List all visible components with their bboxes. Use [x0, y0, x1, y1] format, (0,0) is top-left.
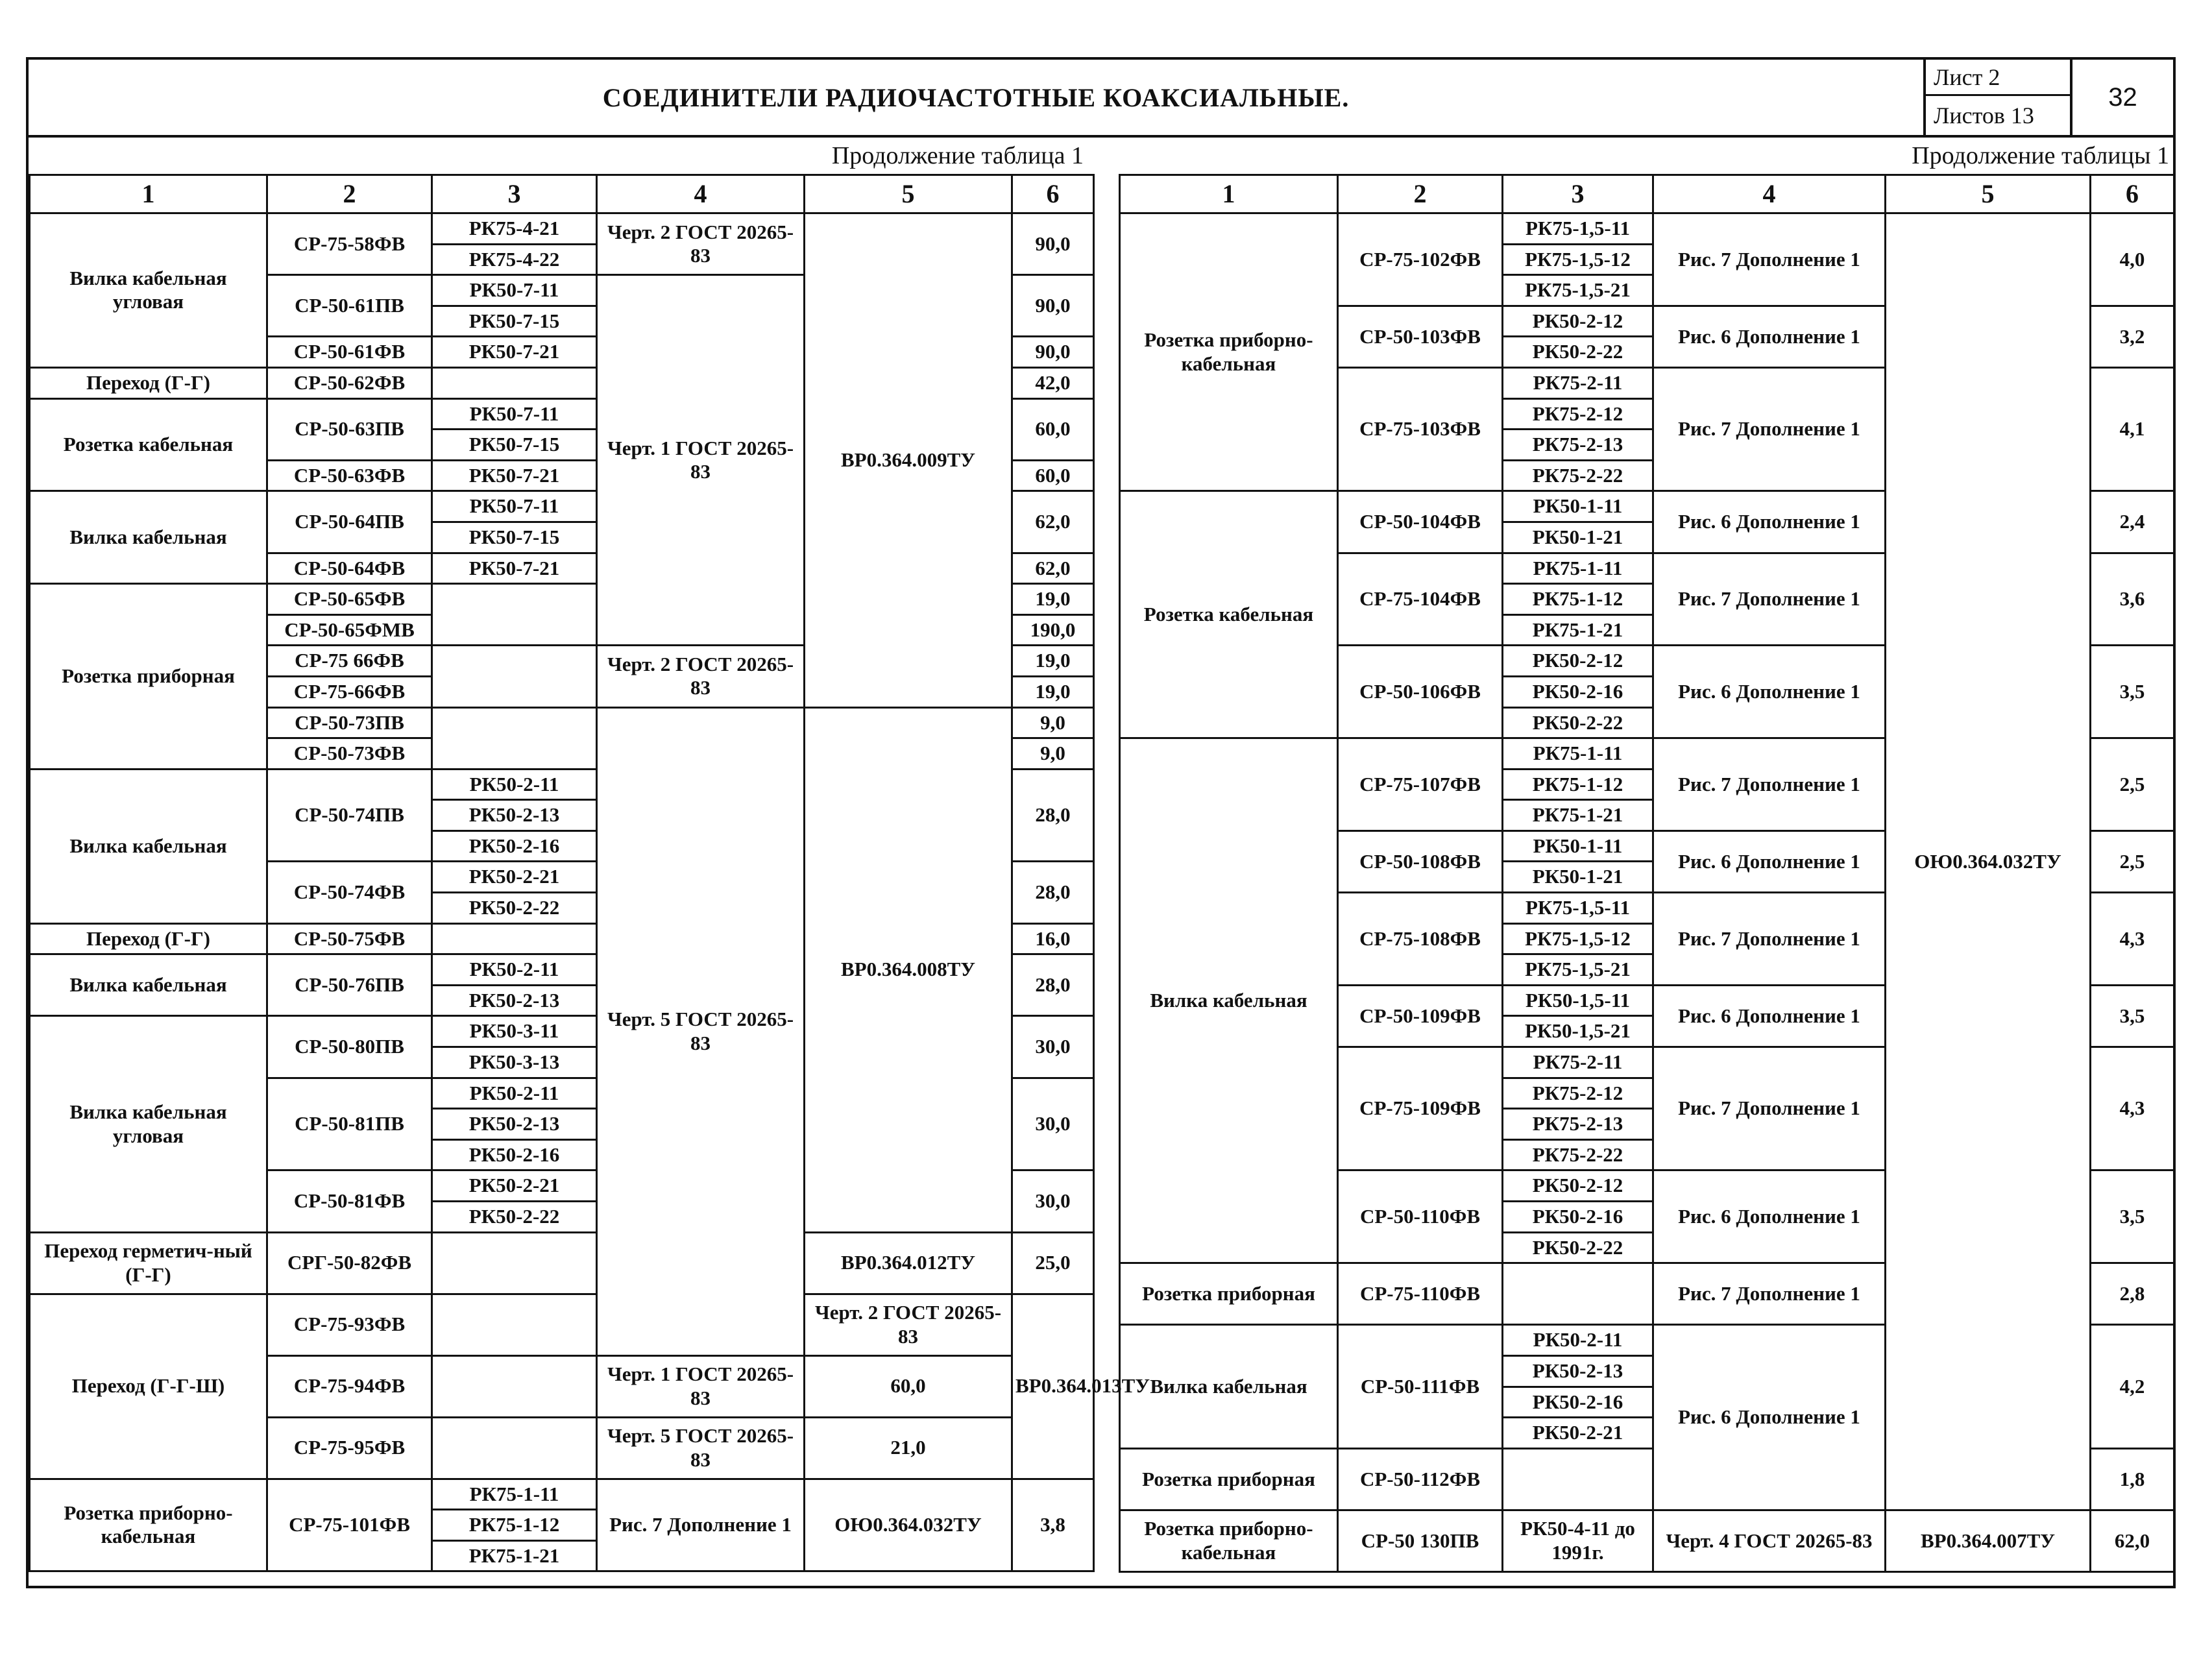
connector-type: СР-75 66ФВ	[267, 646, 432, 677]
weight: 28,0	[1012, 954, 1094, 1016]
table-row	[30, 213, 1094, 245]
sheet-info	[1923, 60, 2070, 135]
connector-name: Розетка кабельная	[30, 398, 267, 491]
weight: 21,0	[805, 1417, 1012, 1479]
connectors-table-left	[29, 174, 1150, 1572]
weight: 60,0	[1012, 460, 1094, 491]
connector-type: СР-50-61ПВ	[267, 275, 432, 337]
continuation-label-left: Продолжение таблица 1	[831, 142, 1084, 169]
spec-ref: ВР0.364.009ТУ	[805, 213, 1012, 708]
weight: 30,0	[1012, 1170, 1094, 1232]
connector-type: СР-50 130ПВ	[1338, 1510, 1503, 1571]
table-header-row	[30, 175, 1094, 213]
connector-name: Переход (Г-Г)	[30, 367, 267, 398]
drawing-ref: Черт. 5 ГОСТ 20265-83	[597, 1417, 805, 1479]
cable-mark: РК75-1,5-12	[1503, 923, 1653, 954]
connector-name: Переход герметич-ный (Г-Г)	[30, 1232, 267, 1294]
cable-mark: РК75-1-12	[1503, 584, 1653, 615]
weight: 90,0	[1012, 275, 1094, 337]
table-row	[1120, 213, 2174, 245]
cable-mark: РК50-1-21	[1503, 522, 1653, 553]
connector-type: СР-50-65ФМВ	[267, 614, 432, 646]
weight: 2,5	[2091, 738, 2174, 831]
connector-type: СР-75-109ФВ	[1338, 1047, 1503, 1170]
drawing-ref: Черт. 1 ГОСТ 20265-83	[597, 275, 805, 646]
weight: 4,1	[2091, 367, 2174, 491]
connector-name: Розетка приборно-кабельная	[1120, 213, 1338, 491]
weight: 25,0	[1012, 1232, 1094, 1294]
cable-mark: РК75-1,5-11	[1503, 893, 1653, 924]
column-header: 5	[805, 175, 1012, 213]
sheet-label: Лист 2	[1926, 60, 2070, 96]
cable-mark: РК75-1,5-11	[1503, 213, 1653, 245]
drawing-ref: Черт. 1 ГОСТ 20265-83	[597, 1355, 805, 1417]
connector-type: СР-75-94ФВ	[267, 1355, 432, 1417]
connector-type: СР-50-111ФВ	[1338, 1325, 1503, 1448]
drawing-ref: Рис. 7 Дополнение 1	[1653, 1047, 1886, 1170]
connector-name: Вилка кабельная угловая	[30, 1016, 267, 1232]
connector-type: СР-75-102ФВ	[1338, 213, 1503, 306]
cable-mark: РК50-1-11	[1503, 491, 1653, 522]
weight: 19,0	[1012, 646, 1094, 677]
connector-name: Розетка приборно-кабельная	[1120, 1510, 1338, 1571]
weight: 4,0	[2091, 213, 2174, 306]
cable-mark: РК75-1,5-21	[1503, 954, 1653, 986]
weight: 9,0	[1012, 707, 1094, 738]
cable-mark	[432, 646, 597, 707]
weight: 4,3	[2091, 1047, 2174, 1170]
cable-mark: РК50-1-21	[1503, 862, 1653, 893]
column-header: 6	[2091, 175, 2174, 213]
column-header: 6	[1012, 175, 1094, 213]
weight: 62,0	[1012, 553, 1094, 584]
drawing-ref: Рис. 6 Дополнение 1	[1653, 830, 1886, 892]
cable-mark: РК75-2-22	[1503, 460, 1653, 491]
cable-mark	[432, 707, 597, 769]
cable-mark: РК50-2-12	[1503, 1170, 1653, 1202]
cable-mark	[432, 1232, 597, 1294]
spec-ref: ВР0.364.013ТУ	[1012, 1294, 1094, 1479]
connector-type: СР-50-112ФВ	[1338, 1448, 1503, 1510]
connector-type: СР-75-107ФВ	[1338, 738, 1503, 831]
weight: 19,0	[1012, 676, 1094, 707]
cable-mark	[1503, 1448, 1653, 1510]
weight: 60,0	[805, 1355, 1012, 1417]
connector-name: Розетка приборная	[1120, 1448, 1338, 1510]
connector-name: Вилка кабельная	[1120, 738, 1338, 1263]
connector-type: СР-75-104ФВ	[1338, 553, 1503, 646]
cable-mark: РК75-1-11	[1503, 738, 1653, 770]
connector-name: Вилка кабельная	[1120, 1325, 1338, 1448]
cable-mark: РК50-7-15	[432, 430, 597, 461]
connector-name: Вилка кабельная	[30, 491, 267, 584]
cable-mark	[432, 584, 597, 646]
drawing-ref: Рис. 7 Дополнение 1	[1653, 367, 1886, 491]
cable-mark: РК50-2-22	[1503, 1232, 1653, 1263]
cable-mark: РК50-2-13	[432, 985, 597, 1016]
cable-mark: РК50-3-13	[432, 1047, 597, 1078]
connector-name: Розетка приборно-кабельная	[30, 1479, 267, 1571]
weight: 19,0	[1012, 584, 1094, 615]
cable-mark: РК50-7-11	[432, 491, 597, 522]
spec-ref: ВР0.364.007ТУ	[1886, 1510, 2091, 1571]
cable-mark	[432, 367, 597, 398]
weight: 4,3	[2091, 893, 2174, 986]
drawing-ref: Рис. 7 Дополнение 1	[597, 1479, 805, 1571]
column-header: 1	[1120, 175, 1338, 213]
cable-mark: РК50-2-21	[1503, 1418, 1653, 1449]
cable-mark	[432, 1417, 597, 1479]
weight: 3,5	[2091, 985, 2174, 1047]
weight: 28,0	[1012, 862, 1094, 923]
drawing-ref: Рис. 7 Дополнение 1	[1653, 893, 1886, 986]
connector-type: СР-75-101ФВ	[267, 1479, 432, 1571]
connector-type: СР-50-76ПВ	[267, 954, 432, 1016]
drawing-ref: Черт. 4 ГОСТ 20265-83	[1653, 1510, 1886, 1571]
weight: 28,0	[1012, 769, 1094, 862]
connector-type: СР-75-95ФВ	[267, 1417, 432, 1479]
table-row	[30, 1232, 1094, 1294]
cable-mark: РК50-2-12	[1503, 306, 1653, 337]
cable-mark: РК75-1-21	[432, 1540, 597, 1571]
cable-mark: РК50-2-21	[432, 1170, 597, 1202]
weight: 190,0	[1012, 614, 1094, 646]
cable-mark: РК50-7-21	[432, 553, 597, 584]
column-header: 4	[1653, 175, 1886, 213]
connector-type: СР-50-109ФВ	[1338, 985, 1503, 1047]
cable-mark: РК50-4-11 до 1991г.	[1503, 1510, 1653, 1571]
drawing-ref: Черт. 2 ГОСТ 20265-83	[805, 1294, 1012, 1355]
connector-type: СР-75-58ФВ	[267, 213, 432, 275]
connector-type: СР-50-61ФВ	[267, 337, 432, 368]
connector-name: Розетка кабельная	[1120, 491, 1338, 738]
connector-type: СР-50-108ФВ	[1338, 830, 1503, 892]
cable-mark: РК50-3-11	[432, 1016, 597, 1047]
cable-mark: РК75-1-12	[1503, 769, 1653, 800]
connector-type: СР-50-74ПВ	[267, 769, 432, 862]
cable-mark: РК75-2-22	[1503, 1139, 1653, 1170]
cable-mark: РК50-1,5-11	[1503, 985, 1653, 1016]
weight: 60,0	[1012, 398, 1094, 460]
cable-mark: РК50-7-11	[432, 398, 597, 430]
cable-mark	[1503, 1263, 1653, 1325]
cable-mark: РК75-2-12	[1503, 398, 1653, 430]
cable-mark: РК50-2-22	[432, 1202, 597, 1233]
table-row	[30, 1479, 1094, 1510]
cable-mark: РК75-1-11	[1503, 553, 1653, 584]
sheets-count-label: Листов 13	[1934, 103, 2034, 128]
cable-mark: РК50-2-16	[432, 1139, 597, 1170]
connector-type: СР-50-74ФВ	[267, 862, 432, 923]
weight: 2,8	[2091, 1263, 2174, 1325]
connector-type: СР-75-93ФВ	[267, 1294, 432, 1355]
drawing-ref: Рис. 6 Дополнение 1	[1653, 985, 1886, 1047]
connector-type: СР-50-65ФВ	[267, 584, 432, 615]
weight: 16,0	[1012, 923, 1094, 954]
cable-mark: РК75-4-21	[432, 213, 597, 245]
column-header: 4	[597, 175, 805, 213]
connector-type: СР-50-80ПВ	[267, 1016, 432, 1078]
cable-mark: РК75-1-12	[432, 1510, 597, 1541]
connector-type: СР-50-63ФВ	[267, 460, 432, 491]
drawing-ref: Рис. 6 Дополнение 1	[1653, 1170, 1886, 1263]
cable-mark: РК75-1-21	[1503, 800, 1653, 831]
continuation-label-right: Продолжение таблицы 1	[1912, 142, 2169, 169]
cable-mark: РК50-1,5-21	[1503, 1016, 1653, 1047]
column-header: 2	[267, 175, 432, 213]
cable-mark: РК50-2-22	[1503, 707, 1653, 738]
weight: 9,0	[1012, 738, 1094, 770]
connector-type: СР-50-63ПВ	[267, 398, 432, 460]
connector-type: СР-50-104ФВ	[1338, 491, 1503, 553]
document-title: СОЕДИНИТЕЛИ РАДИОЧАСТОТНЫЕ КОАКСИАЛЬНЫЕ.	[602, 82, 1350, 112]
cable-mark: РК75-2-11	[1503, 1047, 1653, 1078]
column-header: 3	[432, 175, 597, 213]
cable-mark	[432, 923, 597, 954]
drawing-ref: Черт. 2 ГОСТ 20265-83	[597, 213, 805, 275]
weight: 30,0	[1012, 1078, 1094, 1170]
connector-type: СР-50-64ФВ	[267, 553, 432, 584]
column-header: 1	[30, 175, 267, 213]
weight: 2,5	[2091, 830, 2174, 892]
connector-type: СР-50-64ПВ	[267, 491, 432, 553]
connector-name: Переход (Г-Г)	[30, 923, 267, 954]
cable-mark: РК50-2-11	[1503, 1325, 1653, 1356]
weight: 1,8	[2091, 1448, 2174, 1510]
cable-mark: РК50-2-13	[432, 800, 597, 831]
connector-type: СР-75-66ФВ	[267, 676, 432, 707]
cable-mark: РК75-2-12	[1503, 1078, 1653, 1109]
cable-mark: РК50-2-11	[432, 954, 597, 986]
weight: 3,5	[2091, 1170, 2174, 1263]
connector-type: СР-50-103ФВ	[1338, 306, 1503, 367]
weight: 3,8	[1012, 1479, 1094, 1571]
connector-name: Вилка кабельная	[30, 954, 267, 1016]
page-number: 32	[2070, 60, 2173, 135]
cable-mark: РК50-2-22	[1503, 337, 1653, 368]
cable-mark: РК50-2-11	[432, 1078, 597, 1109]
connector-name: Розетка приборная	[30, 584, 267, 770]
cable-mark: РК75-2-13	[1503, 430, 1653, 461]
cable-mark: РК50-2-12	[1503, 646, 1653, 677]
cable-mark: РК50-2-11	[432, 769, 597, 800]
spec-ref: ОЮ0.364.032ТУ	[1886, 213, 2091, 1510]
cable-mark: РК50-7-15	[432, 522, 597, 553]
connector-type: СР-75-110ФВ	[1338, 1263, 1503, 1325]
connector-type: СР-50-73ФВ	[267, 738, 432, 770]
spec-ref: ОЮ0.364.032ТУ	[805, 1479, 1012, 1571]
weight: 62,0	[2091, 1510, 2174, 1571]
drawing-ref: Рис. 7 Дополнение 1	[1653, 1263, 1886, 1325]
cable-mark: РК50-1-11	[1503, 830, 1653, 862]
cable-mark: РК50-7-15	[432, 306, 597, 337]
cable-mark: РК75-1-11	[432, 1479, 597, 1510]
connector-type: СР-50-73ПВ	[267, 707, 432, 738]
drawing-ref: Черт. 5 ГОСТ 20265-83	[597, 707, 805, 1355]
document-header	[29, 60, 2173, 138]
connector-type: СР-50-75ФВ	[267, 923, 432, 954]
cable-mark: РК50-2-16	[432, 830, 597, 862]
cable-mark: РК50-2-22	[432, 893, 597, 924]
cable-mark: РК75-2-13	[1503, 1109, 1653, 1140]
connector-type: СРГ-50-82ФВ	[267, 1232, 432, 1294]
connector-name: Вилка кабельная	[30, 769, 267, 923]
connector-name: Розетка приборная	[1120, 1263, 1338, 1325]
cable-mark: РК50-7-11	[432, 275, 597, 306]
drawing-ref: Рис. 7 Дополнение 1	[1653, 553, 1886, 646]
table-row	[1120, 1510, 2174, 1571]
weight: 30,0	[1012, 1016, 1094, 1078]
drawing-ref: Рис. 6 Дополнение 1	[1653, 306, 1886, 367]
drawing-ref: Рис. 6 Дополнение 1	[1653, 1325, 1886, 1510]
cable-mark: РК50-2-21	[432, 862, 597, 893]
weight: 3,2	[2091, 306, 2174, 367]
connector-type: СР-50-110ФВ	[1338, 1170, 1503, 1263]
connector-type: СР-50-81ПВ	[267, 1078, 432, 1170]
drawing-ref: Рис. 6 Дополнение 1	[1653, 491, 1886, 553]
drawing-ref: Черт. 2 ГОСТ 20265-83	[597, 646, 805, 707]
weight: 3,5	[2091, 646, 2174, 738]
column-header: 2	[1338, 175, 1503, 213]
cable-mark	[432, 1294, 597, 1355]
cable-mark: РК75-1,5-12	[1503, 244, 1653, 275]
cable-mark: РК50-7-21	[432, 337, 597, 368]
weight: 4,2	[2091, 1325, 2174, 1448]
connectors-table-right	[1119, 174, 2175, 1573]
weight: 3,6	[2091, 553, 2174, 646]
weight: 42,0	[1012, 367, 1094, 398]
weight: 2,4	[2091, 491, 2174, 553]
connector-type: СР-50-106ФВ	[1338, 646, 1503, 738]
cable-mark	[432, 1355, 597, 1417]
cable-mark: РК75-2-11	[1503, 367, 1653, 398]
cable-mark: РК50-2-16	[1503, 1387, 1653, 1418]
column-header: 3	[1503, 175, 1653, 213]
connector-type: СР-50-81ФВ	[267, 1170, 432, 1232]
spec-ref: ВР0.364.008ТУ	[805, 707, 1012, 1232]
column-header: 5	[1886, 175, 2091, 213]
connector-name: Вилка кабельная угловая	[30, 213, 267, 368]
table-header-row	[1120, 175, 2174, 213]
weight: 90,0	[1012, 337, 1094, 368]
cable-mark: РК50-2-16	[1503, 1202, 1653, 1233]
drawing-ref: Рис. 6 Дополнение 1	[1653, 646, 1886, 738]
connector-type: СР-75-103ФВ	[1338, 367, 1503, 491]
connector-type: СР-50-62ФВ	[267, 367, 432, 398]
cable-mark: РК75-1,5-21	[1503, 275, 1653, 306]
cable-mark: РК50-2-13	[1503, 1355, 1653, 1387]
cable-mark: РК50-7-21	[432, 460, 597, 491]
cable-mark: РК75-1-21	[1503, 614, 1653, 646]
document-sheet	[26, 57, 2176, 1588]
cable-mark: РК75-4-22	[432, 244, 597, 275]
drawing-ref: Рис. 7 Дополнение 1	[1653, 738, 1886, 831]
cable-mark: РК50-2-13	[432, 1109, 597, 1140]
table-row	[30, 1294, 1094, 1355]
spec-ref: ВР0.364.012ТУ	[805, 1232, 1012, 1294]
weight: 62,0	[1012, 491, 1094, 553]
connector-name: Переход (Г-Г-Ш)	[30, 1294, 267, 1479]
cable-mark: РК50-2-16	[1503, 676, 1653, 707]
weight: 90,0	[1012, 213, 1094, 275]
connector-type: СР-75-108ФВ	[1338, 893, 1503, 986]
drawing-ref: Рис. 7 Дополнение 1	[1653, 213, 1886, 306]
